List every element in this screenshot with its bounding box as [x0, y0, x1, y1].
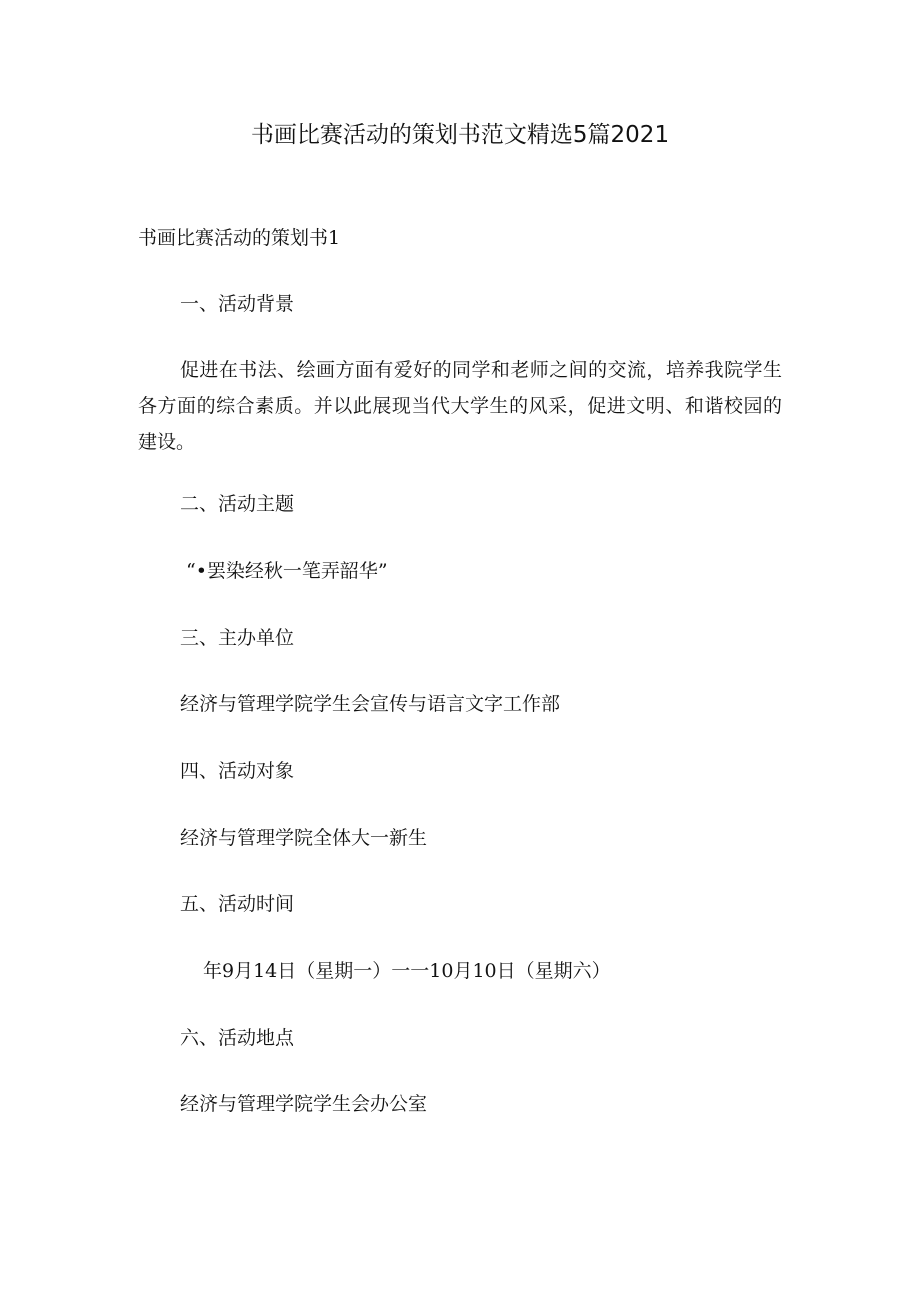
heading-location: 六、活动地点	[180, 1027, 295, 1049]
document-title: 书画比赛活动的策划书范文精选5篇2021	[250, 122, 670, 148]
organizer-text: 经济与管理学院学生会宣传与语言文字工作部	[180, 693, 561, 715]
section-heading: 书画比赛活动的策划书1	[138, 227, 341, 249]
heading-organizer: 三、主办单位	[180, 627, 295, 649]
heading-time: 五、活动时间	[180, 893, 295, 915]
heading-background: 一、活动背景	[180, 293, 295, 315]
heading-theme: 二、活动主题	[180, 493, 295, 515]
time-text: 年9月14日（星期一）一一10月10日（星期六）	[203, 960, 611, 982]
paragraph-background: 促进在书法、绘画方面有爱好的同学和老师之间的交流，培养我院学生各方面的综合素质。并以此展现当代大学生的风采，促进文明、和谐校园的建设。	[138, 359, 782, 453]
location-text: 经济与管理学院学生会办公室	[180, 1093, 428, 1115]
audience-text: 经济与管理学院全体大一新生	[180, 827, 428, 849]
heading-audience: 四、活动对象	[180, 760, 295, 782]
theme-text: “•罢染经秋一笔弄韶华”	[186, 560, 388, 582]
